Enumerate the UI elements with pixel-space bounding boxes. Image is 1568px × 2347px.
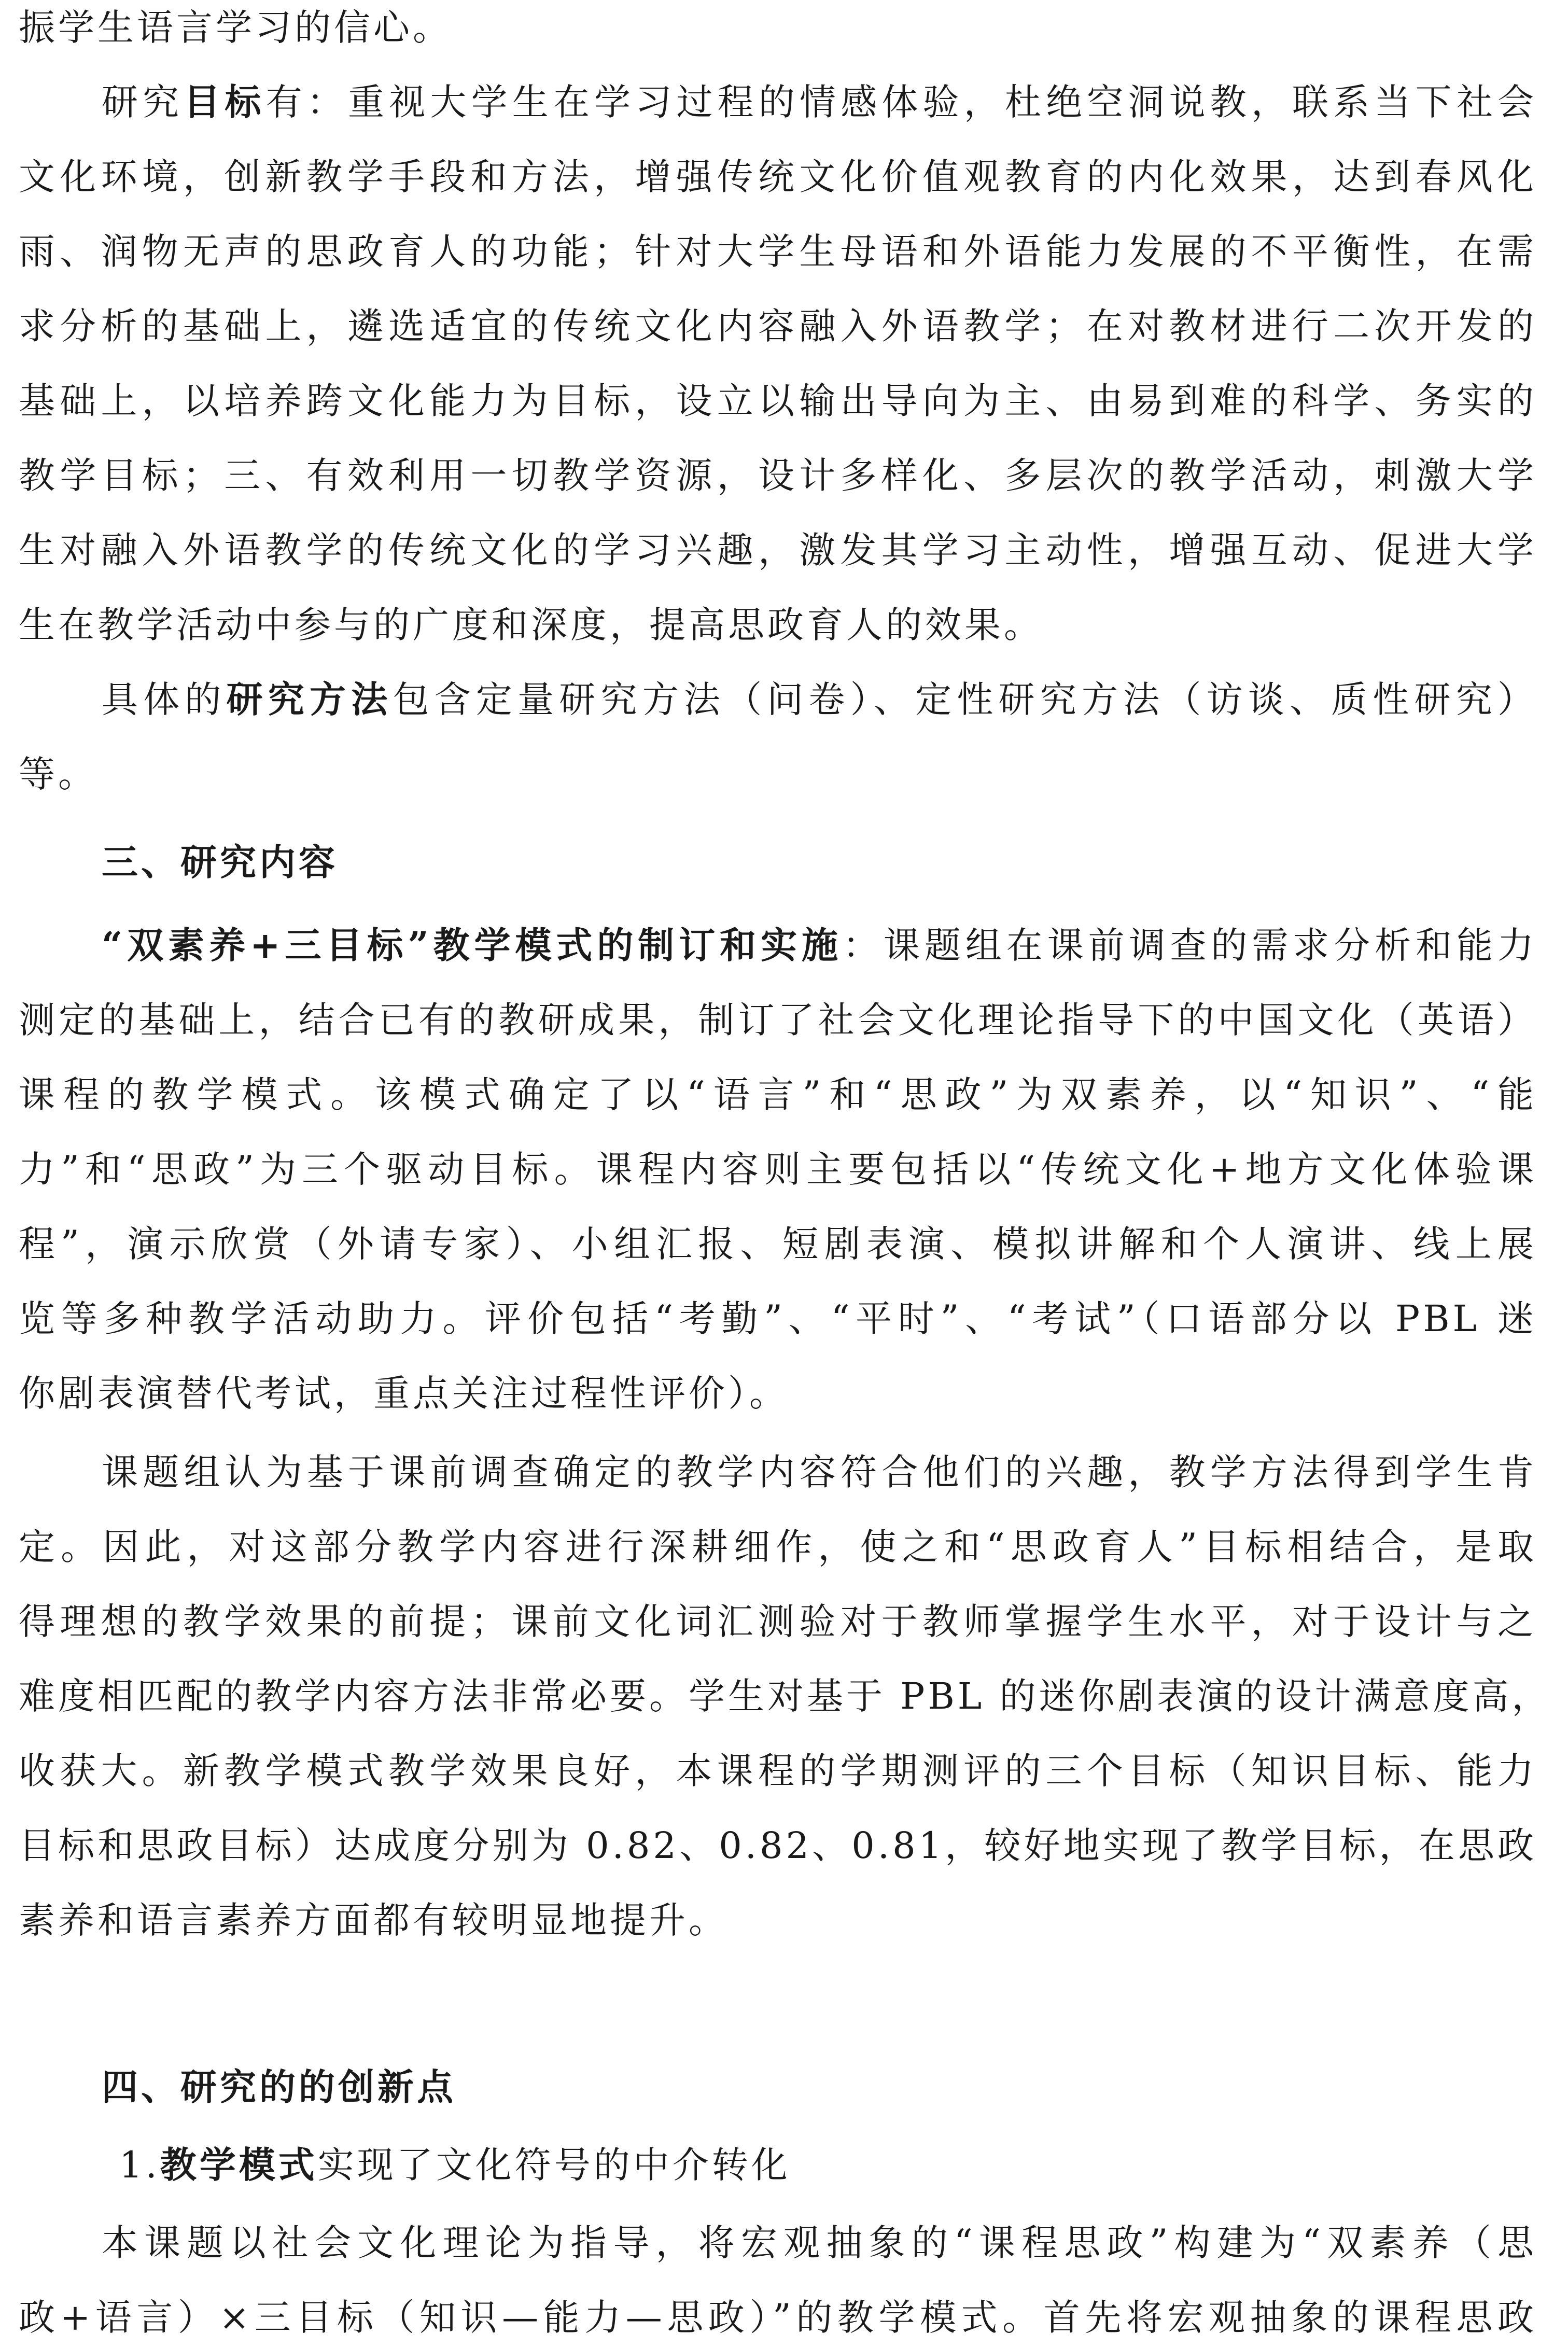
bold-term-teaching-model: 教学模式	[160, 2143, 318, 2186]
text-line: 教学目标；三、有效利用一切教学资源，设计多样化、多层次的教学活动，刺激大学	[19, 454, 1537, 497]
text-line: 得理想的教学效果的前提；课前文化词汇测验对于教师掌握学生水平，对于设计与之	[19, 1600, 1537, 1643]
text-line: 生对融入外语教学的传统文化的学习兴趣，激发其学习主动性，增强互动、促进大学	[19, 529, 1537, 571]
bold-term-methods: 研究方法	[226, 678, 393, 721]
text-line: 素养和语言素养方面都有较明显地提升。	[19, 1899, 728, 1941]
paragraph-innovation-first-line: 本课题以社会文化理论为指导，将宏观抽象的“课程思政”构建为“双素养（思	[102, 2222, 1537, 2264]
text-line: 难度相匹配的教学内容方法非常必要。学生对基于 PBL 的迷你剧表演的设计满意度高，	[19, 1675, 1551, 1717]
bold-term-goals: 目标	[184, 80, 266, 123]
bold-term-model: “双素养+三目标”教学模式的制订和实施	[102, 924, 843, 967]
text-line: 生在教学活动中参与的广度和深度，提高思政育人的效果。	[19, 604, 1043, 646]
paragraph-methods-first-line: 具体的研究方法包含定量研究方法（问卷）、定性研究方法（访谈、质性研究）	[102, 678, 1537, 721]
text-line: 定。因此，对这部分教学内容进行深耕细作，使之和“思政育人”目标相结合，是取	[19, 1526, 1537, 1568]
paragraph-model-first-line: “双素养+三目标”教学模式的制订和实施：课题组在课前调查的需求分析和能力	[102, 924, 1537, 967]
text-line: 雨、润物无声的思政育人的功能；针对大学生母语和外语能力发展的不平衡性，在需	[19, 230, 1537, 273]
text-line: 程”，演示欣赏（外请专家）、小组汇报、短剧表演、模拟讲解和个人演讲、线上展	[19, 1223, 1537, 1265]
section-heading-4: 四、研究的的创新点	[102, 2065, 456, 2108]
text-line: 收获大。新教学模式教学效果良好，本课程的学期测评的三个目标（知识目标、能力	[19, 1750, 1537, 1792]
text-line: 文化环境，创新教学手段和方法，增强传统文化价值观教育的内化效果，达到春风化	[19, 156, 1537, 198]
text-line: 振学生语言学习的信心。	[19, 6, 452, 49]
text-line: 览等多种教学活动助力。评价包括“考勤”、“平时”、“考试”（口语部分以 PBL 迷	[19, 1297, 1537, 1340]
subheading-teaching-model: 1.教学模式实现了文化符号的中介转化	[119, 2143, 791, 2186]
text-line: 等。	[19, 753, 97, 795]
text-line: 政+语言）×三目标（知识—能力—思政）”的教学模式。首先将宏观抽象的课程思政	[19, 2296, 1537, 2339]
text-line: 基础上，以培养跨文化能力为目标，设立以输出导向为主、由易到难的科学、务实的	[19, 380, 1537, 422]
text-line: 力”和“思政”为三个驱动目标。课程内容则主要包括以“传统文化+地方文化体验课	[19, 1148, 1537, 1191]
text-line: 求分析的基础上，遴选适宜的传统文化内容融入外语教学；在对教材进行二次开发的	[19, 305, 1537, 347]
text-line: 课程的教学模式。该模式确定了以“语言”和“思政”为双素养，以“知识”、“能	[19, 1073, 1537, 1116]
text-line: 测定的基础上，结合已有的教研成果，制订了社会文化理论指导下的中国文化（英语）	[19, 999, 1537, 1041]
paragraph-findings-first-line: 课题组认为基于课前调查确定的教学内容符合他们的兴趣，教学方法得到学生肯	[102, 1451, 1537, 1493]
paragraph-goals-first-line: 研究目标有：重视大学生在学习过程的情感体验，杜绝空洞说教，联系当下社会	[102, 80, 1537, 123]
section-heading-3: 三、研究内容	[102, 841, 338, 884]
text-line: 目标和思政目标）达成度分别为 0.82、0.82、0.81，较好地实现了教学目标，在思政	[19, 1824, 1537, 1867]
text-line: 你剧表演替代考试，重点关注过程性评价）。	[19, 1372, 789, 1415]
